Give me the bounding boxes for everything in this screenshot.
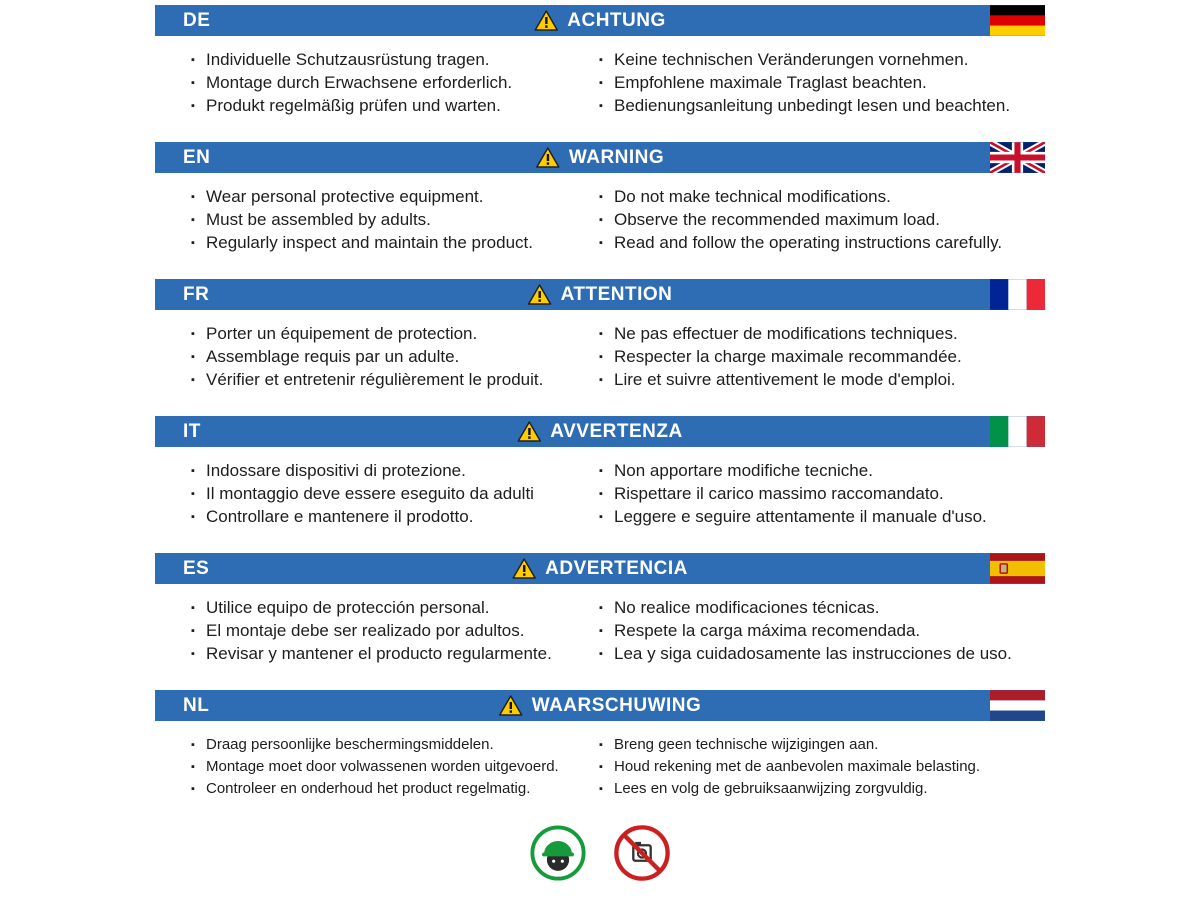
bullet-columns — [155, 460, 1045, 529]
warning-title: WAARSCHUWING — [531, 694, 702, 716]
warning-title: ACHTUNG — [567, 9, 666, 31]
warning-section-es — [155, 553, 1045, 666]
bullet-list-left — [155, 186, 561, 255]
bullet-list-left — [155, 734, 561, 800]
safety-pictograms — [155, 824, 1045, 882]
france-flag-icon — [990, 279, 1045, 310]
bullet-columns — [155, 186, 1045, 255]
section-header-bar — [155, 142, 1045, 173]
bullet-list-right — [561, 49, 1010, 118]
bullet-item: ▪ Vérifier et entretenir régulièrement le produit. — [191, 369, 561, 391]
bullet-item: ▪ Revisar y mantener el producto regularmente. — [191, 643, 561, 665]
section-header-bar — [155, 690, 1045, 721]
warning-triangle-icon — [499, 695, 523, 716]
bullet-item: ▪ No realice modificaciones técnicas. — [599, 597, 1012, 619]
bullet-item: ▪ Il montaggio deve essere eseguito da adulti — [191, 483, 561, 505]
bullet-list-right — [561, 460, 987, 529]
warning-triangle-icon — [534, 10, 558, 31]
warning-section-de — [155, 5, 1045, 118]
language-code: NL — [183, 694, 210, 716]
section-header-bar — [155, 553, 1045, 584]
bullet-item: ▪ Read and follow the operating instructions carefully. — [599, 232, 1002, 254]
prohibition-icon — [613, 824, 671, 882]
bullet-item: ▪ Lees en volg de gebruiksaanwijzing zorgvuldig. — [599, 778, 980, 799]
spain-flag-icon — [990, 553, 1045, 584]
warning-section-nl — [155, 690, 1045, 800]
bullet-item: ▪ Bedienungsanleitung unbedingt lesen und beachten. — [599, 95, 1010, 117]
safety-helmet-mandatory-icon — [529, 824, 587, 882]
netherlands-flag-icon — [990, 690, 1045, 721]
bullet-item: ▪ Leggere e seguire attentamente il manuale d'uso. — [599, 506, 987, 528]
bullet-item: ▪ Breng geen technische wijzigingen aan. — [599, 734, 980, 755]
warning-title: WARNING — [568, 146, 665, 168]
warning-triangle-icon — [536, 147, 560, 168]
bullet-item: ▪ Montage durch Erwachsene erforderlich. — [191, 72, 561, 94]
bullet-list-right — [561, 734, 980, 800]
bullet-item: ▪ Montage moet door volwassenen worden uitgevoerd. — [191, 756, 561, 777]
warning-title: ADVERTENCIA — [545, 557, 688, 579]
language-code: ES — [183, 557, 210, 579]
bullet-item: ▪ Individuelle Schutzausrüstung tragen. — [191, 49, 561, 71]
germany-flag-icon — [990, 5, 1045, 36]
bullet-item: ▪ Respete la carga máxima recomendada. — [599, 620, 1012, 642]
section-header-bar — [155, 416, 1045, 447]
bullet-list-left — [155, 323, 561, 392]
bullet-item: ▪ Observe the recommended maximum load. — [599, 209, 1002, 231]
bullet-item: ▪ Assemblage requis par un adulte. — [191, 346, 561, 368]
bullet-item: ▪ Porter un équipement de protection. — [191, 323, 561, 345]
bullet-columns — [155, 323, 1045, 392]
bullet-item: ▪ Lire et suivre attentivement le mode d'emploi. — [599, 369, 962, 391]
bullet-item: ▪ Draag persoonlijke beschermingsmiddelen. — [191, 734, 561, 755]
warning-sheet — [155, 0, 1045, 882]
bullet-item: ▪ Lea y siga cuidadosamente las instrucciones de uso. — [599, 643, 1012, 665]
section-header-bar — [155, 279, 1045, 310]
bullet-item: ▪ El montaje debe ser realizado por adultos. — [191, 620, 561, 642]
language-code: FR — [183, 283, 210, 305]
bullet-columns — [155, 734, 1045, 800]
bullet-item: ▪ Produkt regelmäßig prüfen und warten. — [191, 95, 561, 117]
section-header-bar — [155, 5, 1045, 36]
bullet-item: ▪ Wear personal protective equipment. — [191, 186, 561, 208]
bullet-columns — [155, 597, 1045, 666]
warning-triangle-icon — [528, 284, 552, 305]
bullet-item: ▪ Ne pas effectuer de modifications techniques. — [599, 323, 962, 345]
bullet-list-left — [155, 460, 561, 529]
warning-triangle-icon — [517, 421, 541, 442]
language-code: IT — [183, 420, 201, 442]
bullet-item: ▪ Utilice equipo de protección personal. — [191, 597, 561, 619]
bullet-list-left — [155, 597, 561, 666]
bullet-item: ▪ Controllare e mantenere il prodotto. — [191, 506, 561, 528]
language-code: EN — [183, 146, 211, 168]
bullet-item: ▪ Empfohlene maximale Traglast beachten. — [599, 72, 1010, 94]
italy-flag-icon — [990, 416, 1045, 447]
bullet-item: ▪ Non apportare modifiche tecniche. — [599, 460, 987, 482]
bullet-item: ▪ Must be assembled by adults. — [191, 209, 561, 231]
bullet-columns — [155, 49, 1045, 118]
bullet-list-right — [561, 323, 962, 392]
warning-title: AVVERTENZA — [550, 420, 683, 442]
bullet-item: ▪ Controleer en onderhoud het product regelmatig. — [191, 778, 561, 799]
warning-triangle-icon — [512, 558, 536, 579]
warning-section-it — [155, 416, 1045, 529]
warning-section-fr — [155, 279, 1045, 392]
bullet-item: ▪ Houd rekening met de aanbevolen maximale belasting. — [599, 756, 980, 777]
bullet-item: ▪ Keine technischen Veränderungen vornehmen. — [599, 49, 1010, 71]
bullet-list-right — [561, 186, 1002, 255]
bullet-item: ▪ Respecter la charge maximale recommandée. — [599, 346, 962, 368]
bullet-item: ▪ Rispettare il carico massimo raccomandato. — [599, 483, 987, 505]
language-code: DE — [183, 9, 211, 31]
bullet-item: ▪ Regularly inspect and maintain the product. — [191, 232, 561, 254]
bullet-item: ▪ Do not make technical modifications. — [599, 186, 1002, 208]
warning-title: ATTENTION — [560, 283, 673, 305]
bullet-list-left — [155, 49, 561, 118]
united-kingdom-flag-icon — [990, 142, 1045, 173]
bullet-list-right — [561, 597, 1012, 666]
bullet-item: ▪ Indossare dispositivi di protezione. — [191, 460, 561, 482]
warning-section-en — [155, 142, 1045, 255]
